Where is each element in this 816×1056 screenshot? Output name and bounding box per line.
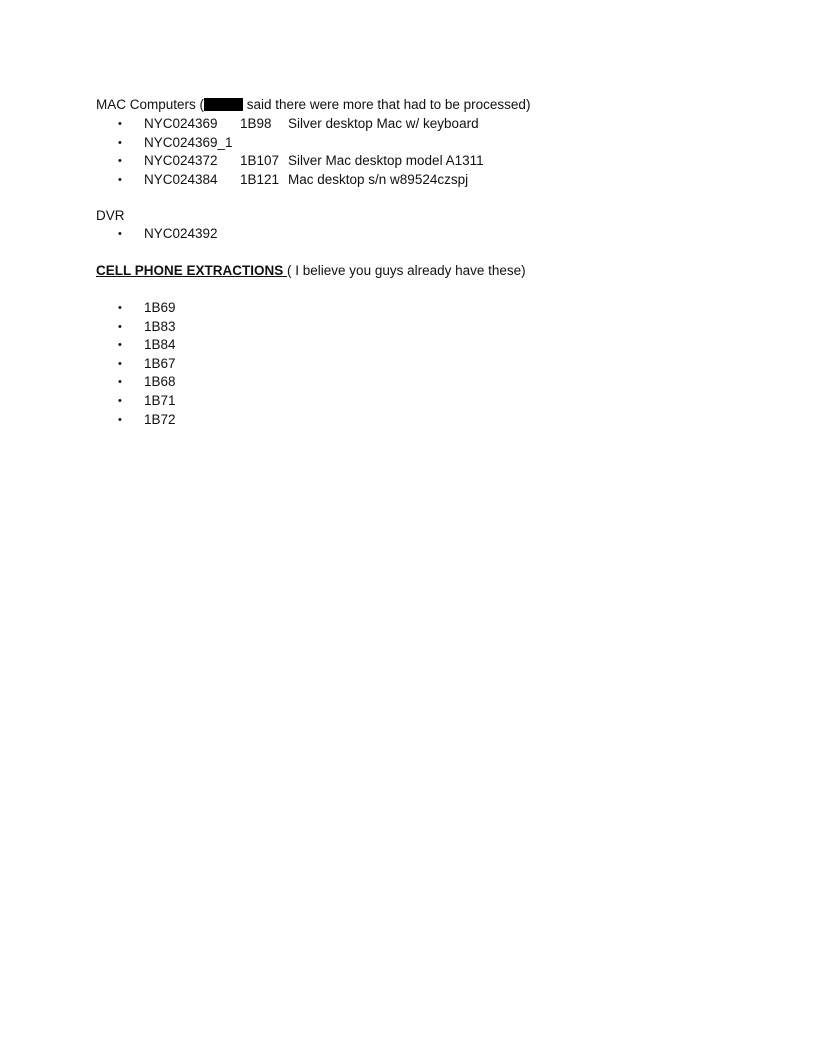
item-id: 1B69 (144, 300, 176, 315)
item-description: Silver Mac desktop model A1311 (288, 153, 484, 169)
item-tag: 1B107 (240, 153, 280, 169)
bullet-icon: • (118, 302, 122, 314)
item-id: 1B67 (144, 355, 176, 371)
bullet-icon: • (118, 357, 122, 370)
redaction-box (204, 98, 243, 111)
item-tag: 1B98 (240, 116, 272, 131)
mac-heading-suffix: said there were more that had to be processed) (243, 97, 531, 112)
cell-phone-title: CELL PHONE EXTRACTIONS (96, 263, 288, 278)
bullet-icon: • (118, 228, 122, 240)
item-id: 1B83 (144, 318, 176, 334)
mac-heading-prefix: MAC Computers ( (96, 97, 205, 112)
bullet-icon: • (118, 339, 122, 352)
item-description: Mac desktop s/n w89524czspj (288, 171, 469, 187)
item-id: 1B71 (144, 392, 176, 408)
item-id: NYC024369 (144, 116, 218, 131)
cell-phone-heading (96, 262, 526, 280)
item-id: NYC024372 (144, 153, 218, 169)
mac-computers-heading (96, 96, 530, 114)
item-id: 1B72 (144, 411, 176, 427)
item-description: Silver desktop Mac w/ keyboard (288, 116, 479, 131)
bullet-icon: • (118, 136, 122, 149)
bullet-icon: • (118, 376, 122, 389)
item-id: NYC024392 (144, 226, 218, 241)
bullet-icon: • (118, 118, 122, 130)
bullet-icon: • (118, 155, 122, 168)
item-id: NYC024369_1 (144, 134, 233, 150)
bullet-icon: • (118, 320, 122, 333)
item-tag: 1B121 (240, 171, 280, 187)
dvr-heading: DVR (96, 208, 125, 223)
bullet-icon: • (118, 413, 122, 426)
item-id: 1B68 (144, 374, 176, 390)
item-id: 1B84 (144, 337, 176, 353)
item-id: NYC024384 (144, 171, 218, 187)
cell-phone-note: ( I believe you guys already have these) (287, 263, 526, 278)
bullet-icon: • (118, 173, 122, 186)
bullet-icon: • (118, 394, 122, 407)
